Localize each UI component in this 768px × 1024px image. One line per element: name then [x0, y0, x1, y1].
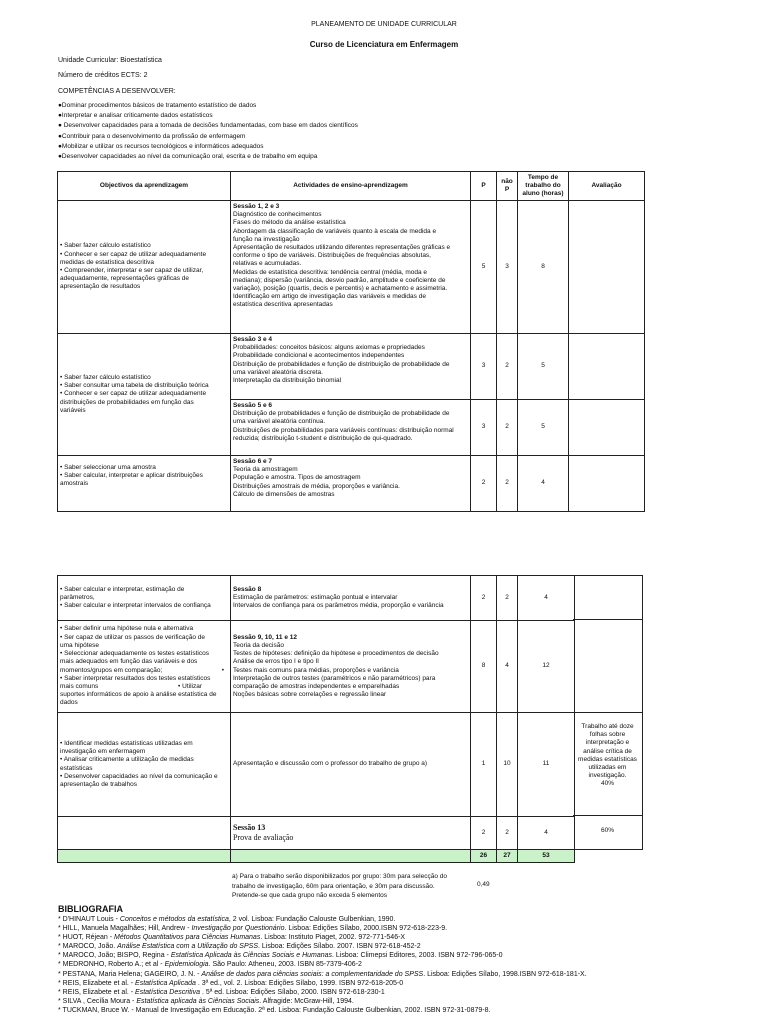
p-hours: 2 — [471, 456, 497, 512]
objectives-cell: • Saber calcular e interpretar, estimação de parâmetros, • Saber calcular e interpretar intervalos de confiança — [58, 576, 231, 621]
competency-item: ●Dominar procedimentos básicos de tratamento estatístico de dados — [58, 102, 257, 109]
nao-p-hours: 2 — [497, 334, 518, 400]
bibliography-entry: * MAROCO, João; BISPO, Regina - Estatística Aplicada às Ciências Sociais e Humanas. Lisboa: Climepsi Editores, 2003. ISBN 972-796-065-0 — [58, 952, 503, 960]
p-hours: 2 — [471, 576, 497, 621]
bibliography-entry: * HILL, Manuela Magalhães; Hill, Andrew - Investigação por Questionário. Lisboa: Edições Sílabo, 2000.ISBN 972-618-223-9. — [58, 925, 448, 933]
nao-p-hours: 3 — [497, 201, 518, 334]
activities-cell: Sessão 1, 2 e 3 Diagnóstico de conhecimentos Fases do método da análise estatística Abordagem da classificação de variáveis quanto à escala de medida e função na investigação Apresentação de resultados utilizando diferentes representações gráficas e conforme o tipo de variáveis. Distribuições de frequências absolutas, relativas e acumuladas. Medidas de estatística descritiva: tendência central (média, moda e mediana); dispersão (variância, desvio padrão, amplitude e coeficiente de variação), posição (quartis, decis e percentis) e achatamento e assimetria. Identificação em artigo de investigação das variáveis e medidas de estatística descritiva apresentadas — [231, 201, 471, 334]
bibliography-entry: * TUCKMAN, Bruce W. - Manual de Investigação em Educação. 2ª ed. Lisboa: Fundação Calouste Gulbenkian, 2002. ISBN 972-31-0879-8. — [58, 1006, 491, 1014]
bibliography-entry: * REIS, Elizabete et al. - Estatística Aplicada . 3ª ed., vol. 2. Lisboa: Edições Sílabo, 1999. ISBN 972-618-205-0 — [58, 979, 404, 987]
activities-cell: Sessão 3 e 4 Probabilidades: conceitos básicos: alguns axiomas e propriedades Probabilidade condicional e acontecimentos independentes Distribuição de probabilidades e função de distribuição de probabilidade de uma variável aleatória discreta. Interpretação da distribuição binomial — [231, 334, 471, 400]
p-hours: 8 — [471, 621, 497, 713]
activities-cell: Apresentação e discussão com o professor do trabalho de grupo a) — [231, 713, 471, 817]
table-row — [58, 334, 645, 400]
course-title: Curso de Licenciatura em Enfermagem — [309, 40, 459, 49]
activities-cell: Sessão 6 e 7 Teoria da amostragem População e amostra. Tipos de amostragem Distribuições amostrais de média, proporções e variância. Cálculo de dimensões de amostras — [231, 456, 471, 512]
nao-p-hours: 10 — [497, 713, 518, 817]
p-hours: 5 — [471, 201, 497, 334]
objectives-cell: • Saber seleccionar uma amostra • Saber calcular, interpretar e aplicar distribuições amostrais — [58, 456, 231, 512]
competency-item: ● Desenvolver capacidades para a tomada de decisões fundamentadas, com base em dados científicos — [58, 122, 358, 130]
bibliography-entry: * HUOT, Réjean - Métodos Quantitativos para Ciências Humanas. Lisboa: Instituto Piaget, 2002. 972-771-546-X — [58, 934, 406, 942]
table-row — [58, 456, 645, 512]
nao-p-hours: 2 — [497, 576, 518, 621]
objectives-cell — [58, 817, 231, 850]
competency-item: ●Contribuir para o desenvolvimento da profissão de enfermagem — [58, 132, 246, 140]
evaluation-cell — [569, 400, 645, 456]
student-hours: 8 — [518, 201, 569, 334]
p-hours: 3 — [471, 400, 497, 456]
bibliography-title: BIBLIOGRAFIA — [58, 904, 123, 914]
evaluation-group-work: Trabalho até doze folhas sobre interpretação e análise crítica de medidas estatísticas utilizadas em investigação. 40% — [573, 712, 643, 816]
student-hours: 4 — [518, 817, 575, 850]
totals-row — [58, 850, 575, 863]
objectives-cell: • Identificar medidas estatísticas utilizadas em investigação em enfermagem • Analisar criticamente a utilização de medidas estatísticas • Desenvolver capacidades ao nível da comunicação e apresentação de trabalhos — [58, 713, 231, 817]
header-activities: Actividades de ensino-aprendizagem — [231, 172, 471, 201]
nao-p-hours: 2 — [497, 400, 518, 456]
table-row — [58, 576, 575, 621]
nao-p-hours: 4 — [497, 621, 518, 713]
activities-cell: Sessão 13 Prova de avaliação — [231, 817, 471, 850]
bibliography-entry: * D'HINAUT Louis - Conceitos e métodos da estatística, 2 vol. Lisboa: Fundação Calouste Gulbenkian, 1990. — [58, 916, 396, 923]
planning-table-2 — [57, 575, 575, 863]
header-evaluation: Avaliação — [569, 172, 645, 201]
competencies-title: COMPETÊNCIAS A DESENVOLVER: — [58, 88, 176, 95]
student-hours: 5 — [518, 334, 569, 400]
evaluation-exam: 60% — [573, 816, 643, 850]
ects-credits: Número de créditos ECTS: 2 — [58, 72, 148, 79]
table-row — [58, 817, 575, 850]
evaluation-cell — [569, 201, 645, 334]
student-hours: 4 — [518, 576, 575, 621]
bibliography-entry: * MAROCO, João. Análise Estatística com a Utilização do SPSS. Lisboa: Edições Sílabo. 2007. ISBN 972-618-452-2 — [58, 943, 421, 951]
totals-empty — [58, 850, 231, 863]
total-nao-p: 27 — [497, 850, 518, 863]
student-hours: 5 — [518, 400, 569, 456]
bibliography-list — [58, 915, 587, 1015]
evaluation-cell — [573, 575, 643, 620]
student-hours: 4 — [518, 456, 569, 512]
student-hours: 12 — [518, 621, 575, 713]
objectives-cell: • Saber definir uma hipótese nula e alternativa • Ser capaz de utilizar os passos de verificação de uma hipótese • Seleccionar adequadamente os testes estatísticos mais adequados em função das variáveis e dos momentos/grupos em comparação; • • Saber interpretar resultados dos testes estatísticos mais comuns • Utilizar suportes informáticos de apoio à análise estatística de dados — [58, 621, 231, 713]
evaluation-cell — [573, 620, 643, 712]
bibliography-entry: * REIS, Elizabete et al. - Estatística Descritiva . 5ª ed. Lisboa: Edições Sílabo, 2000. ISBN 972-618-230-1 — [58, 988, 385, 996]
nao-p-hours: 2 — [497, 817, 518, 850]
competency-item: ●Mobilizar e utilizar os recursos tecnológicos e informáticos adequados — [58, 142, 264, 150]
footnote-value: 0,49 — [477, 881, 490, 888]
total-p: 26 — [471, 850, 497, 863]
objectives-cell: • Saber fazer cálculo estatístico • Conhecer e ser capaz de utilizar adequadamente medidas de estatística descritiva • Compreender, interpretar e ser capaz de utilizar, adequadamente, representações gráficas de apresentação de resultados — [58, 201, 231, 334]
p-hours: 3 — [471, 334, 497, 400]
bibliography-entry: * SILVA , Cecília Moura - Estatística aplicada às Ciências Sociais. Alfragide: McGraw-Hill, 1994. — [58, 997, 354, 1005]
table-header-row — [58, 172, 645, 201]
header-p: P — [471, 172, 497, 201]
header-objectives: Objectivos da aprendizagem — [58, 172, 231, 201]
p-hours: 1 — [471, 713, 497, 817]
objectives-cell: • Saber fazer cálculo estatístico • Saber consultar uma tabela de distribuição teórica • Conhecer e ser capaz de utilizar adequadamente distribuições de probabilidades em função das variáveis — [58, 334, 231, 456]
competencies-list — [58, 101, 358, 162]
evaluation-cell — [569, 456, 645, 512]
unit-name: Unidade Curricular: Bioestatística — [58, 57, 162, 64]
table-row — [58, 713, 575, 817]
student-hours: 11 — [518, 713, 575, 817]
header-student-time: Tempo de trabalho do aluno (horas) — [518, 172, 569, 201]
activities-cell: Sessão 5 e 6 Distribuição de probabilidades e função de distribuição de probabilidade de uma variável aleatória contínua. Distribuições de probabilidades para variáveis contínuas: distribuição normal reduzida; distribuição t-student e distribuição de qui-quadrado. — [231, 400, 471, 456]
totals-empty — [231, 850, 471, 863]
bibliography-entry: * MEDRONHO, Roberto A.; et al - Epidemiologia. São Paulo: Atheneu, 2003. ISBN 85-7379-406-2 — [58, 961, 362, 969]
activities-cell: Sessão 8 Estimação de parâmetros: estimação pontual e intervalar Intervalos de confiança para os parâmetros média, proporção e variância — [231, 576, 471, 621]
header-nao-p: não P — [497, 172, 518, 201]
planning-table-1 — [57, 171, 645, 512]
document-title: PLANEAMENTO DE UNIDADE CURRICULAR — [311, 21, 457, 28]
competency-item: ●Interpretar e analisar criticamente dados estatísticos — [58, 112, 213, 120]
footnote: a) Para o trabalho serão disponibilizados por grupo: 30m para selecção do trabalho de investigação, 60m para orientação, e 30m para discussão. Pretende-se que cada grupo não exceda 5 elementos — [232, 873, 447, 899]
table-row — [58, 621, 575, 713]
evaluation-cell — [569, 334, 645, 400]
table-row — [58, 201, 645, 334]
bibliography-entry: * PESTANA, Maria Helena; GAGEIRO, J. N. - Análise de dados para ciências sociais: a complementaridade do SPSS. Lisboa: Edições Sílabo, 1998.ISBN 972-618-181-X. — [58, 970, 587, 978]
competency-item: ●Desenvolver capacidades ao nível da comunicação oral, escrita e de trabalho em equipa — [58, 153, 318, 161]
p-hours: 2 — [471, 817, 497, 850]
nao-p-hours: 2 — [497, 456, 518, 512]
total-student-hours: 53 — [518, 850, 575, 863]
activities-cell: Sessão 9, 10, 11 e 12 Teoria da decisão Testes de hipóteses: definição da hipótese e procedimentos de decisão Análise de erros tipo I e tipo II Testes mais comuns para médias, proporções e variância Interpretação de outros testes (paramétricos e não paramétricos) para comparação de amostras independentes e emparelhadas Noções básicas sobre correlações e regressão linear — [231, 621, 471, 713]
